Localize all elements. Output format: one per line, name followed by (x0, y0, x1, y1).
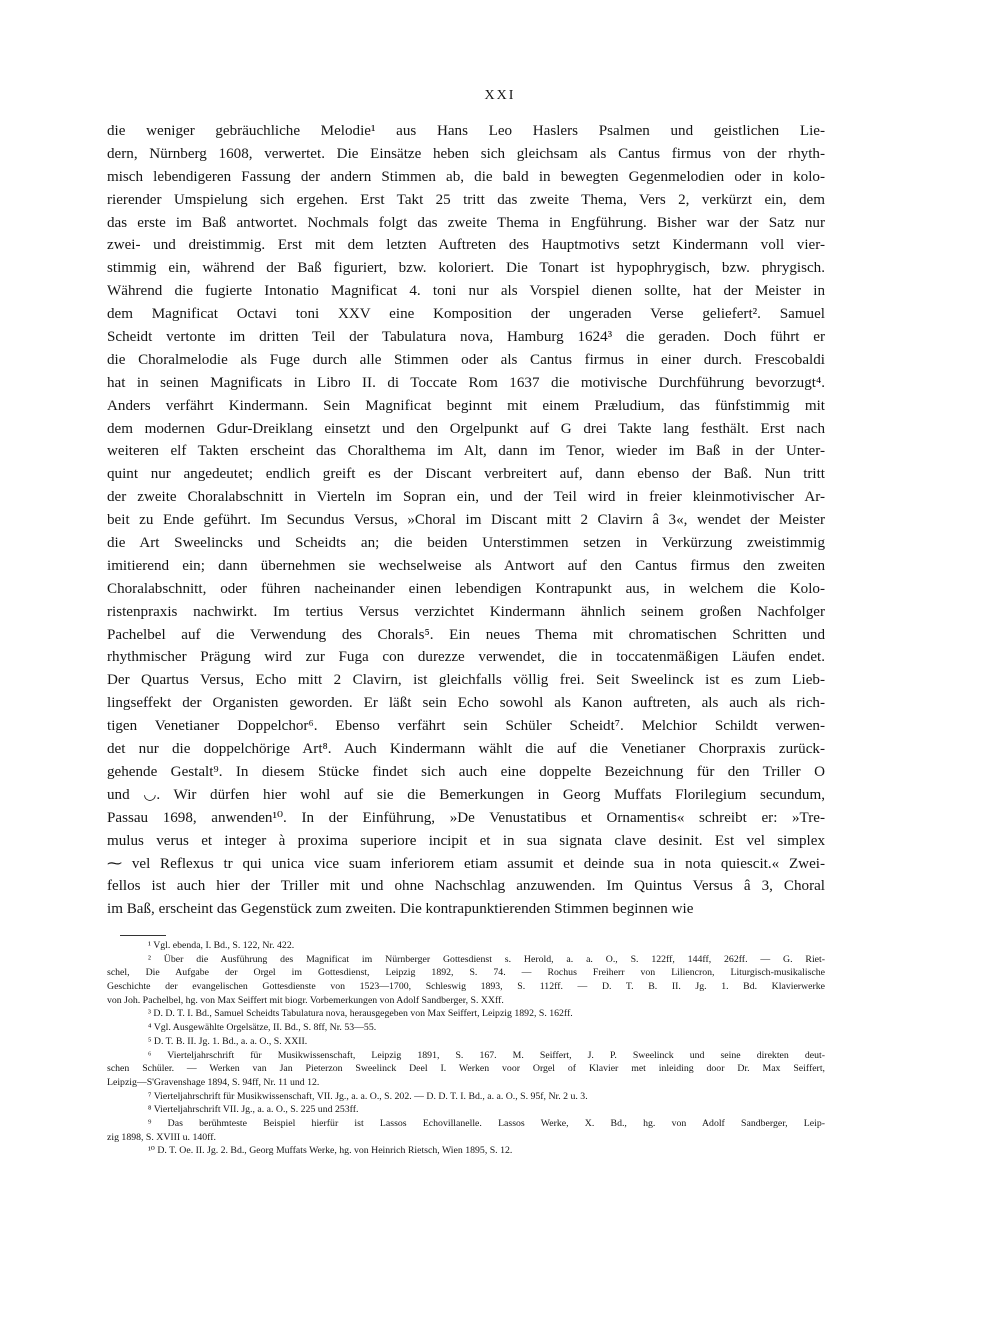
body-text (107, 120, 825, 921)
footnote-line: Geschichte der evangelischen Gottesdienste von 1523—1700, Schleswig 1893, S. 112ff. — D. T. B. II. Jg. 1. Bd. Klavierwerke (107, 981, 825, 993)
body-line: det nur die doppelchörige Art⁸. Auch Kindermann wählt die auf die Venetianer Chorpraxis zurück- (107, 741, 825, 758)
body-line: beit zu Ende geführt. Im Secundus Versus, »Choral im Discant mitt 2 Clavirn â 3«, wendet der Meister (107, 512, 825, 529)
footnote-line: ⁷ Vierteljahrschrift für Musikwissenschaft, VII. Jg., a. a. O., S. 202. — D. D. T. I. Bd., a. a. O., S. 95f, Nr. 2 u. 3. (148, 1090, 588, 1102)
footnote-separator (120, 935, 166, 936)
footnote-line: ¹⁰ D. T. Oe. II. Jg. 2. Bd., Georg Muffats Werke, hg. von Heinrich Rietsch, Wien 1895, S. 12. (148, 1145, 513, 1157)
body-line: Choralabschnitt, oder führen nacheinander einen lebendigen Kontrapunkt aus, in welchem die Kolo- (107, 580, 825, 597)
footnote-line: schel, Die Aufgabe der Orgel im Gottesdienst, Leipzig 1892, S. 74. — Rochus Freiherr von Liliencron, Liturgisch-musikalische (107, 967, 825, 979)
body-line: stimmig ein, während der Baß figuriert, bzw. koloriert. Die Tonart ist hypophrygisch, bzw. phrygisch. (107, 260, 825, 277)
body-line: dern, Nürnberg 1608, verwertet. Die Einsätze heben sich gleichsam als Cantus firmus von der rhyth- (107, 145, 825, 162)
body-line: Passau 1698, anwenden¹⁰. In der Einführung, »De Venustatibus et Ornamentis« schreibt er: »Tre- (107, 809, 825, 826)
page-number: XXI (484, 88, 516, 103)
body-line: Während die fugierte Intonatio Magnificat 4. toni nur als Vorspiel dienen sollte, hat der Meister in (107, 283, 825, 300)
body-line: rhythmischer Prägung wird zur Fuga con durezze verwendet, die in toccatenmäßigen Läufen endet. (107, 649, 825, 666)
body-line: mulus verus et integer à proxima superiore incipit et in sua signata clave desinit. Est vel simplex (107, 832, 825, 849)
body-line: tigen Venetianer Doppelchor⁶. Ebenso verfährt sein Schüler Scheidt⁷. Melchior Schildt verwen- (107, 718, 825, 735)
body-line: im Baß, erscheint das Gegenstück zum zweiten. Die kontrapunktierenden Stimmen beginnen wie (107, 901, 694, 918)
footnote-line: von Joh. Pachelbel, hg. von Max Seiffert mit biogr. Vorbemerkungen von Adolf Sandberger, S. XXff. (107, 994, 504, 1006)
footnote-line: ⁶ Vierteljahrschrift für Musikwissenschaft, Leipzig 1891, S. 167. M. Seiffert, J. P. Sweelinck und seine direkten deut- (148, 1049, 825, 1061)
footnote-line: Leipzig—S'Gravenshage 1894, S. 94ff, Nr. 11 und 12. (107, 1076, 320, 1088)
footnote-line: ² Über die Ausführung des Magnificat im Nürnberger Gottesdienst s. Herold, a. a. O., S. 122ff, 144ff, 262ff. — G. Riet- (148, 953, 825, 965)
body-line: quint nur angedeutet; endlich greift es der Discant verbreitert auf, dann ebenso der Baß. Nun tritt (107, 466, 825, 483)
footnote-line: schen Schüler. — Werken van Jan Pieterzon Sweelinck Deel I. Werken voor Orgel of Klavier met inleiding door Dr. Max Seiffert, (107, 1063, 825, 1075)
footnote-line: ¹ Vgl. ebenda, I. Bd., S. 122, Nr. 422. (148, 940, 295, 951)
body-line: ristenpraxis nachwirkt. Im tertius Versus verzichtet Kindermann ähnlich seinem großen Nachfolger (107, 603, 825, 620)
body-line: lingseffekt der Organisten geworden. Er läßt sein Echo sowohl als Kanon auftreten, als auch als rich- (107, 695, 825, 712)
body-line: Der Quartus Versus, Echo mitt 2 Clavirn, ist gleichfalls völlig frei. Seit Sweelinck ist es zum Lieb- (107, 672, 825, 689)
body-line: imitierend ein; dann übernehmen sie wechselweise als Antwort auf den Cantus firmus den zweiten (107, 557, 825, 574)
footnote-line: ³ D. D. T. I. Bd., Samuel Scheidts Tabulatura nova, herausgegeben von Max Seiffert, Leipzig 1892, S. 162ff. (148, 1008, 573, 1020)
body-line: die Art Sweelincks und Scheidts an; die beiden Unterstimmen setzen in Verkürzung zweistimmig (107, 535, 825, 552)
body-line: dem modernen Gdur-Dreiklang einsetzt und den Orgelpunkt auf G drei Takte lang festhält. Erst nach (107, 420, 825, 437)
footnote-line: ⁹ Das berühmteste Beispiel hierfür ist Lassos Echovillanelle. Lassos Werke, X. Bd., hg. von Adolf Sandberger, Leip- (148, 1117, 825, 1129)
body-line: das erste im Baß antwortet. Nochmals folgt das zweite Thema in Engführung. Bisher war der Satz nur (107, 214, 825, 231)
body-line: die Choralmelodie als Fuge durch alle Stimmen oder als Cantus firmus in einer durch. Frescobaldi (107, 351, 825, 368)
body-line: weiteren elf Takten erscheint das Choralthema im Alt, dann im Tenor, wieder im Baß in der Unter- (107, 443, 825, 460)
body-line: der zweite Choralabschnitt in Vierteln im Sopran ein, und der Teil wird in freier kleinmotivischer Ar- (107, 489, 825, 506)
body-line: Pachelbel auf die Verwendung des Chorals⁵. Ein neues Thema mit chromatischen Schritten und (107, 626, 825, 643)
body-line: rierender Umspielung sich ergehen. Erst Takt 25 tritt das zweite Thema, Vers 2, verkürzt ein, dem (107, 191, 825, 208)
footnote-line: ⁸ Vierteljahrschrift VII. Jg., a. a. O., S. 225 und 253ff. (148, 1104, 359, 1116)
body-line: hat in seinen Magnificats in Libro II. di Toccate Rom 1637 die motivische Durchführung bevorzugt⁴. (107, 374, 825, 391)
body-line: gehende Gestalt⁹. In diesem Stücke findet sich auch eine doppelte Bezeichnung für den Triller O (107, 763, 825, 780)
footnote-line: ⁴ Vgl. Ausgewählte Orgelsätze, II. Bd., S. 8ff, Nr. 53—55. (148, 1022, 377, 1034)
footnotes (107, 939, 825, 1158)
body-line: Scheidt vertonte im dritten Teil der Tabulatura nova, Hamburg 1624³ die geraden. Doch führt er (107, 329, 825, 346)
body-line: zwei- und dreistimmig. Erst mit dem letzten Auftreten des Hauptmotivs setzt Kindermann voll vier- (107, 237, 825, 254)
body-line: und ◡. Wir dürfen hier wohl auf sie die Bemerkungen in Georg Muffats Florilegium secundum, (107, 786, 825, 803)
body-line: dem Magnificat Octavi toni XXV eine Komposition der ungeraden Verse geliefert². Samuel (107, 306, 825, 323)
body-line: ⁓ vel Reflexus tr qui unica vice suam inferiorem etiam assumit et deinde sua in nota quiescit.« Zwei- (107, 855, 825, 872)
footnote-line: zig 1898, S. XVIII u. 140ff. (107, 1131, 216, 1143)
body-line: misch lebendigeren Fassung der andern Stimmen ab, die bald in bewegten Gegenmelodien oder in kolo- (107, 168, 825, 185)
body-line: fellos ist auch hier der Triller mit und ohne Nachschlag anzuwenden. Im Quintus Versus â 3, Choral (107, 878, 825, 895)
footnote-line: ⁵ D. T. B. II. Jg. 1. Bd., a. a. O., S. XXII. (148, 1035, 308, 1047)
body-line: Anders verfährt Kindermann. Sein Magnificat beginnt mit einem Præludium, das fünfstimmig mit (107, 397, 825, 414)
body-line: die weniger gebräuchliche Melodie¹ aus Hans Leo Haslers Psalmen und geistlichen Lie- (107, 123, 825, 139)
